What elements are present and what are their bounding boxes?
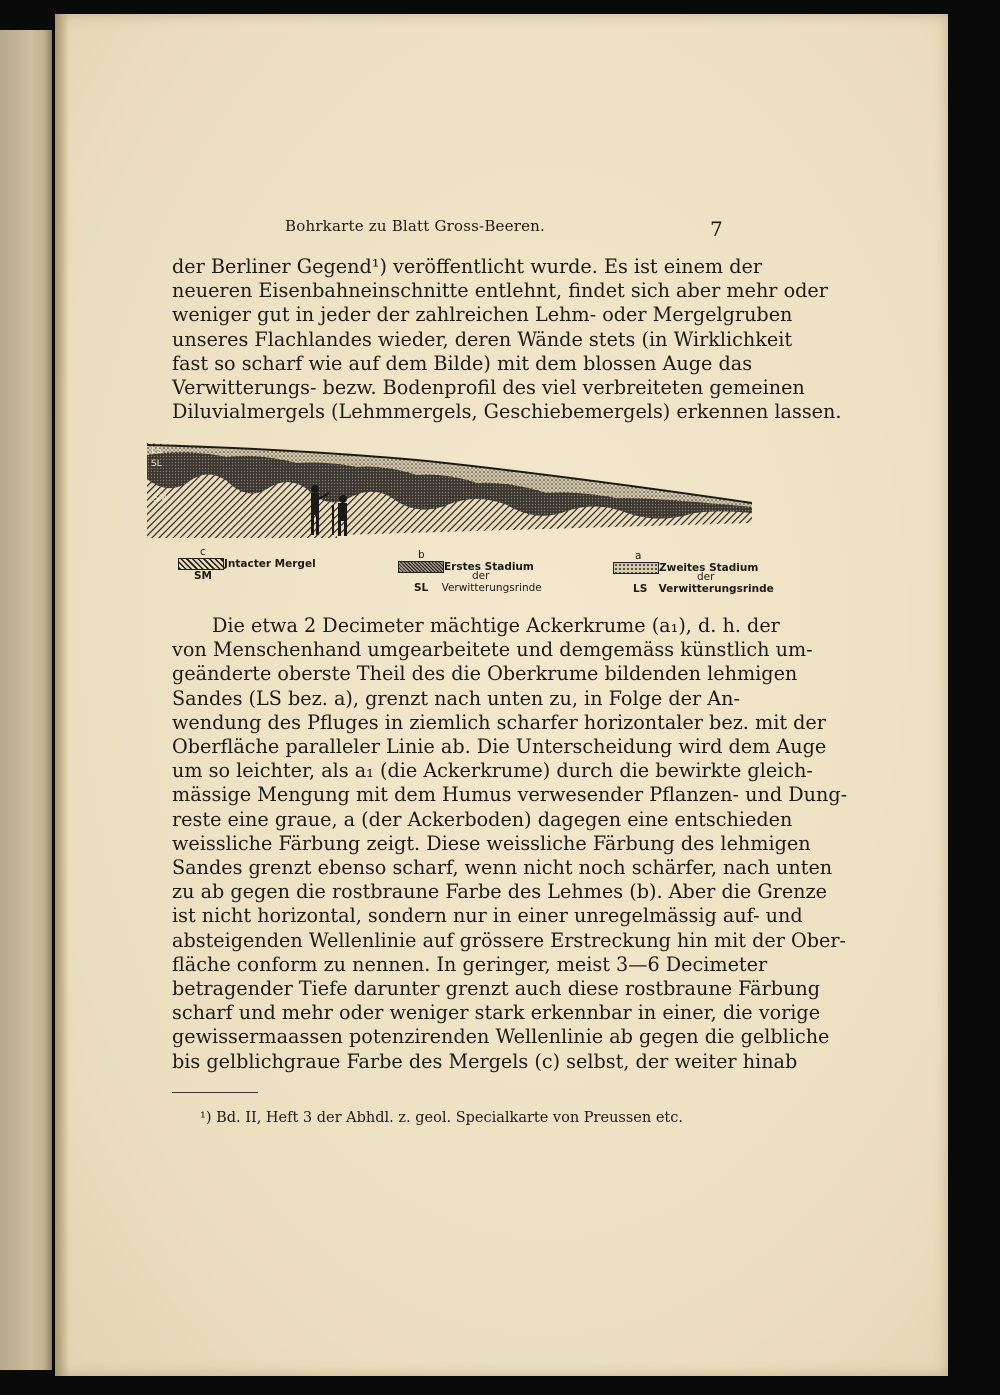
text-line: bis gelblichgraue Farbe des Mergels (c) selbst, der weiter hinab [172,1049,798,1073]
text-line: um so leichter, als a₁ (die Ackerkrume) durch die bewirkte gleich- [172,759,813,783]
legend-subtitle: der [697,571,715,583]
profile-label-ls: LS [151,446,162,456]
text-line: unseres Flachlandes wieder, deren Wände stets (in Wirklichkeit [172,327,793,351]
text-line: weniger gut in jeder der zahlreichen Lehm- oder Mergelgruben [172,303,793,327]
soil-profile-figure [147,443,752,538]
text-line: Sandes (LS bez. a), grenzt nach unten zu, in Folge der An- [172,686,740,710]
page-gutter [55,14,69,1376]
legend-title: Jntacter Mergel [224,558,316,570]
text-line: scharf und mehr oder weniger stark erkennbar in einer, die vorige [172,1001,821,1025]
footnote-rule [172,1092,258,1093]
legend-letter: b [418,549,425,561]
text-line: gewissermaassen potenzirenden Wellenlinie ab gegen die gelbliche [172,1025,830,1049]
profile-label-sl: SL [151,459,162,469]
text-line: ist nicht horizontal, sondern nur in einer unregelmässig auf- und [172,904,803,928]
legend-marl [178,546,316,582]
text-line: Diluvialmergels (Lehmmergels, Geschiebemergels) erkennen lassen. [172,400,842,424]
legend-first-stage [398,549,542,594]
text-line: absteigenden Wellenlinie auf grössere Erstreckung hin mit der Ober- [172,928,847,952]
text-line: Die etwa 2 Decimeter mächtige Ackerkrume (a₁), d. h. der [212,614,780,637]
footnote: ¹) Bd. II, Heft 3 der Abhdl. z. geol. Specialkarte von Preussen etc. [200,1110,683,1126]
legend-second-stage [613,550,774,595]
page-number: 7 [710,217,723,241]
legend-tail: Verwitterungsrinde [658,583,774,595]
legend-swatch-hatch [178,558,224,570]
profile-label-sm: SM [153,494,167,504]
legend-code: SM [194,570,213,582]
paragraph-2 [172,614,848,1074]
text-line: mässige Mengung mit dem Humus verwesender Pflanzen- und Dung- [172,783,848,807]
text-line: zu ab gegen die rostbraune Farbe des Lehmes (b). Aber die Grenze [172,880,827,904]
legend-code: LS [633,583,648,595]
text-line: von Menschenhand umgearbeitete und demgemäss künstlich um- [172,638,813,662]
legend-code: SL [414,582,429,594]
text-line: fast so scharf wie auf dem Bilde) mit dem blossen Auge das [172,351,753,375]
legend-subtitle: der [472,570,490,582]
legend-swatch-dense [398,561,444,573]
text-line: neueren Eisenbahneinschnitte entlehnt, findet sich aber mehr oder [172,279,828,303]
text-line: Oberfläche paralleler Linie ab. Die Unterscheidung wird dem Auge [172,735,827,759]
previous-page-edge [0,30,52,1370]
legend-title: Zweites Stadium [659,562,759,574]
legend-letter: c [200,546,206,558]
text-line: Sandes grenzt ebenso scharf, wenn nicht noch schärfer, nach unten [172,856,833,880]
text-line: weissliche Färbung zeigt. Diese weissliche Färbung des lehmigen [172,831,811,855]
text-line: reste eine graue, a (der Ackerboden) dagegen eine entschieden [172,807,793,831]
running-head: Bohrkarte zu Blatt Gross-Beeren. [285,217,545,235]
text-line: der Berliner Gegend¹) veröffentlicht wurde. Es ist einem der [172,255,763,278]
legend-tail: Verwitterungsrinde [441,582,542,594]
legend-swatch-dots [613,562,659,574]
text-line: fläche conform zu nennen. In geringer, meist 3—6 Decimeter [172,952,768,976]
text-line: betragender Tiefe darunter grenzt auch diese rostbraune Färbung [172,977,821,1001]
legend-letter: a [635,550,642,562]
legend-title: Erstes Stadium [444,561,534,573]
text-line: wendung des Pfluges in ziemlich scharfer horizontaler bez. mit der [172,710,826,734]
paragraph-1 [172,255,842,424]
text-line: geänderte oberste Theil des die Oberkrume bildenden lehmigen [172,662,798,686]
text-line: Verwitterungs- bezw. Bodenprofil des viel verbreiteten gemeinen [172,376,805,400]
